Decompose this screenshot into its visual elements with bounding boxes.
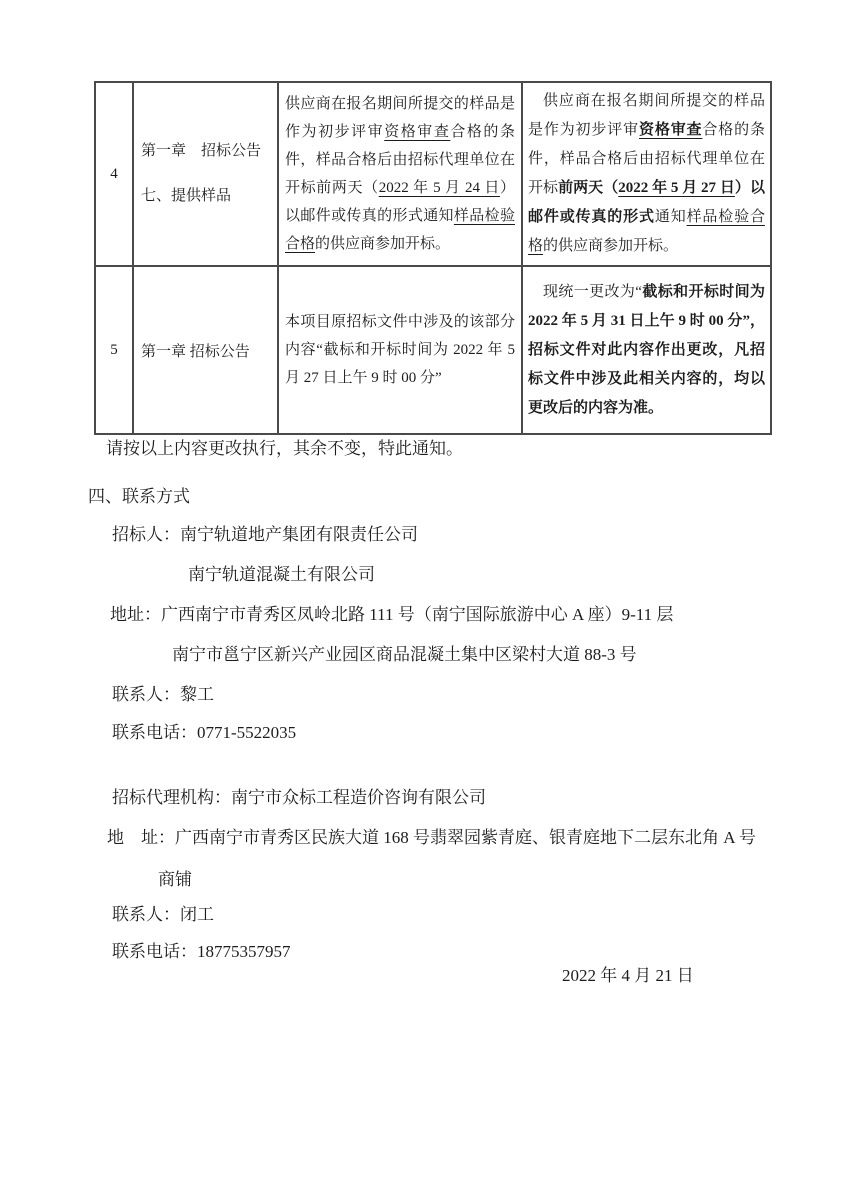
original-content-text: 供应商在报名期间所提交的样品是作为初步评审资格审查合格的条件，样品合格后由招标代理单位在开标前两天（2022 年 5 月 24 日）以邮件或传真的形式通知样品检验合格的供应商参加开标。 xyxy=(285,96,515,252)
agency-line: 招标代理机构：南宁市众标工程造价咨询有限公司 xyxy=(112,788,486,807)
row-5-section xyxy=(133,266,278,434)
section-line: 第一章 招标公告 xyxy=(141,343,250,360)
notice-text: 请按以上内容更改执行，其余不变，特此通知。 xyxy=(106,439,463,458)
agency-address-line-2: 商铺 xyxy=(158,870,192,889)
row-4-changed-content xyxy=(522,82,771,266)
agency-address-line-1: 地 址：广西南宁市青秀区民族大道 168 号翡翠园紫青庭、银青庭地下二层东北角 A 号 xyxy=(107,828,756,847)
row-5-original-content xyxy=(278,266,522,434)
row-number: 5 xyxy=(110,341,118,358)
row-5-changed-content xyxy=(522,266,771,434)
table-row-5 xyxy=(95,266,771,434)
original-content-text: 本项目原招标文件中涉及的该部分内容“截标和开标时间为 2022 年 5 月 27 日上午 9 时 00 分” xyxy=(285,314,515,386)
row-4-number xyxy=(95,82,133,266)
row-4-original-content xyxy=(278,82,522,266)
tenderer-address-line-1: 地址：广西南宁市青秀区凤岭北路 111 号（南宁国际旅游中心 A 座）9-11 层 xyxy=(110,605,674,624)
agency-contact-phone: 联系电话：18775357957 xyxy=(112,942,291,961)
row-4-section xyxy=(133,82,278,266)
tenderer-contact-phone: 联系电话：0771-5522035 xyxy=(112,723,297,742)
row-number: 4 xyxy=(110,165,118,182)
agency-contact-person: 联系人：闭工 xyxy=(112,905,214,924)
section-line: 七、提供样品 xyxy=(141,188,232,204)
tenderer-company-2: 南宁轨道混凝土有限公司 xyxy=(188,565,375,584)
changed-content-text: 供应商在报名期间所提交的样品是作为初步评审资格审查合格的条件，样品合格后由招标代理单位在开标前两天（2022 年 5 月 27 日）以邮件或传真的形式通知样品检验合格的供应商参加开标。 xyxy=(528,93,765,254)
tenderer-contact-person: 联系人：黎工 xyxy=(112,685,214,704)
tenderer-address-line-2: 南宁市邕宁区新兴产业园区商品混凝土集中区梁村大道 88-3 号 xyxy=(172,645,637,664)
section-line: 第一章 招标公告 xyxy=(141,143,262,159)
contact-section-heading: 四、联系方式 xyxy=(88,487,190,506)
change-table xyxy=(94,81,772,435)
row-5-number xyxy=(95,266,133,434)
issue-date: 2022 年 4 月 21 日 xyxy=(562,966,694,985)
tenderer-line: 招标人：南宁轨道地产集团有限责任公司 xyxy=(112,525,418,544)
changed-content-text: 现统一更改为“截标和开标时间为 2022 年 5 月 31 日上午 9 时 00 分”，招标文件对此内容作出更改，凡招标文件中涉及此相关内容的，均以更改后的内容为准。 xyxy=(528,283,765,416)
table-row-4 xyxy=(95,82,771,266)
